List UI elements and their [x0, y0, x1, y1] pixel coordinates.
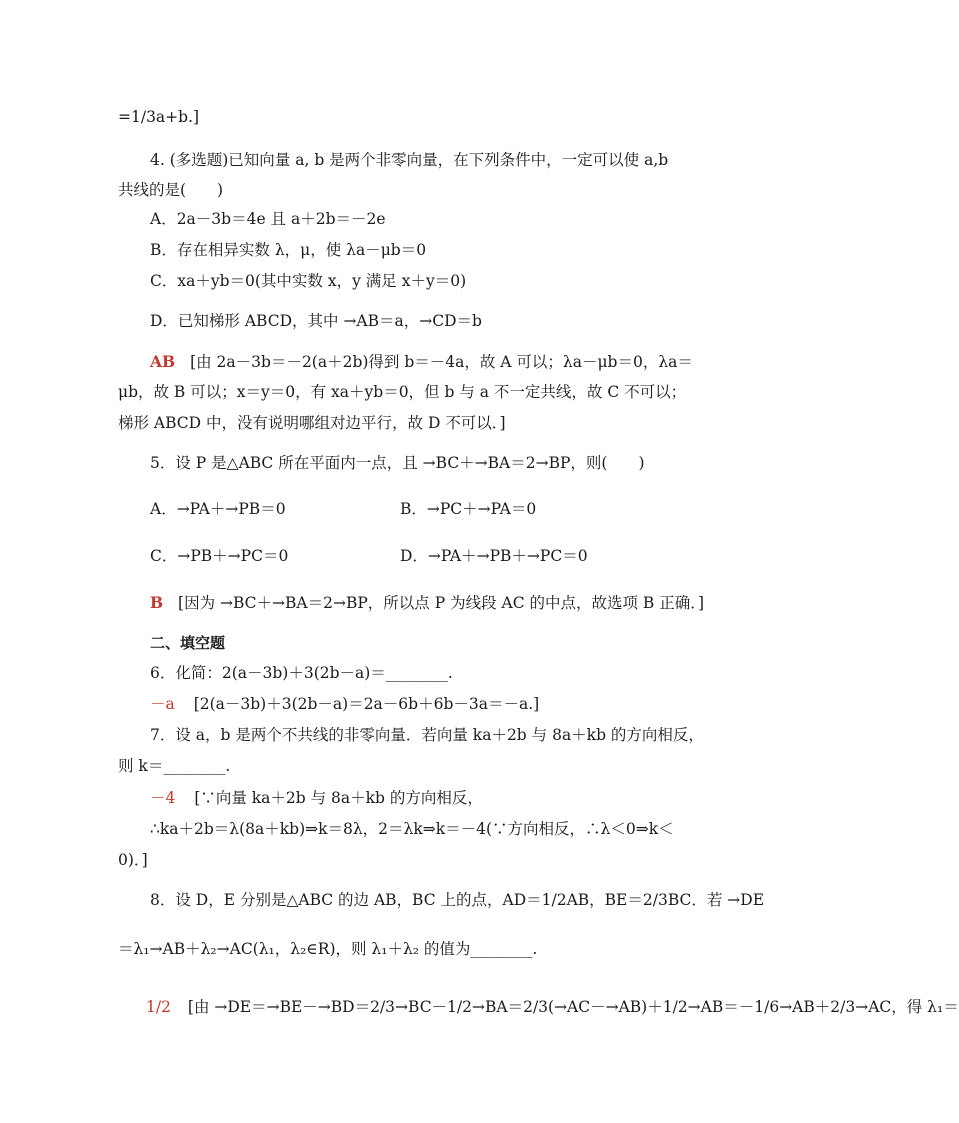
q5-option-d: D．→PA＋→PB＋→PC＝0 — [400, 547, 588, 565]
q5-option-c: C．→PB＋→PC＝0 — [150, 547, 289, 565]
q7-solution-line3: 0)．] — [118, 851, 148, 869]
q5-option-a: A．→PA＋→PB＝0 — [150, 500, 286, 518]
q4-stem-line1: 4. (多选题)已知向量 a, b 是两个非零向量，在下列条件中，一定可以使 a,b — [150, 151, 669, 169]
q6-stem: 6．化简：2(a－3b)＋3(2b－a)＝________. — [150, 664, 453, 682]
q4-option-b: B．存在相异实数 λ，μ，使 λa－μb＝0 — [150, 241, 427, 259]
q8-stem-line1: 8．设 D，E 分别是△ABC 的边 AB，BC 上的点，AD＝1/2AB，BE＝2/3BC．若 →DE — [150, 891, 765, 909]
q8-answer: 1/2 — [146, 998, 171, 1016]
q4-solution-line1 — [150, 351, 693, 373]
q4-stem-line2: 共线的是( ) — [118, 181, 224, 199]
q4-option-a: A．2a－3b＝4e 且 a＋2b＝－2e — [150, 210, 386, 228]
q3-tail: =1/3a+b.] — [118, 108, 200, 126]
q8-stem-line2: ＝λ₁→AB＋λ₂→AC(λ₁，λ₂∈R)，则 λ₁＋λ₂ 的值为________. — [118, 940, 538, 958]
q7-answer: －4 — [150, 789, 176, 807]
q5-solution-text: [因为 →BC＋→BA＝2→BP，所以点 P 为线段 AC 的中点，故选项 B 正确．] — [178, 594, 705, 612]
q5-stem: 5．设 P 是△ABC 所在平面内一点，且 →BC＋→BA＝2→BP，则( ) — [150, 454, 645, 472]
q7-stem-line1: 7．设 a，b 是两个不共线的非零向量．若向量 ka＋2b 与 8a＋kb 的方向相反， — [150, 726, 704, 744]
q5-option-b: B．→PC＋→PA＝0 — [400, 500, 537, 518]
q5-answer: B — [150, 593, 164, 612]
q5-solution — [150, 592, 704, 614]
q4-option-d: D．已知梯形 ABCD，其中 →AB＝a，→CD＝b — [150, 312, 482, 330]
q8-solution — [146, 996, 959, 1018]
q6-solution — [150, 693, 539, 715]
q4-solution-line2: μb，故 B 可以；x＝y＝0，有 xa＋yb＝0，但 b 与 a 不一定共线，故 C 不可以； — [118, 383, 687, 401]
q7-solution-line1 — [150, 787, 483, 809]
q4-solution-line3: 梯形 ABCD 中，没有说明哪组对边平行，故 D 不可以．] — [118, 414, 506, 432]
q8-solution-text: [由 →DE＝→BE－→BD＝2/3→BC－1/2→BA＝2/3(→AC－→AB)＋1/2→AB＝－1/6→AB＋2/3→AC，得 λ₁＝ — [187, 998, 959, 1016]
q4-solution-text: [由 2a－3b＝－2(a＋2b)得到 b＝－4a，故 A 可以；λa－μb＝0，λa＝ — [190, 353, 693, 371]
q6-answer: －a — [150, 695, 175, 713]
section-heading: 二、填空题 — [150, 634, 226, 652]
q7-solution-line2: ∴ka＋2b＝λ(8a＋kb)⇒k＝8λ，2＝λk⇒k＝－4(∵方向相反，∴λ＜0⇒k＜ — [150, 820, 674, 838]
q7-stem-line2: 则 k＝________. — [118, 757, 231, 775]
q7-solution-text: [∵向量 ka＋2b 与 8a＋kb 的方向相反， — [194, 789, 483, 807]
q4-option-c: C．xa＋yb＝0(其中实数 x，y 满足 x＋y＝0) — [150, 272, 467, 290]
q4-answer: AB — [150, 352, 176, 371]
q6-solution-text: [2(a－3b)＋3(2b－a)＝2a－6b＋6b－3a＝－a.] — [193, 695, 540, 713]
